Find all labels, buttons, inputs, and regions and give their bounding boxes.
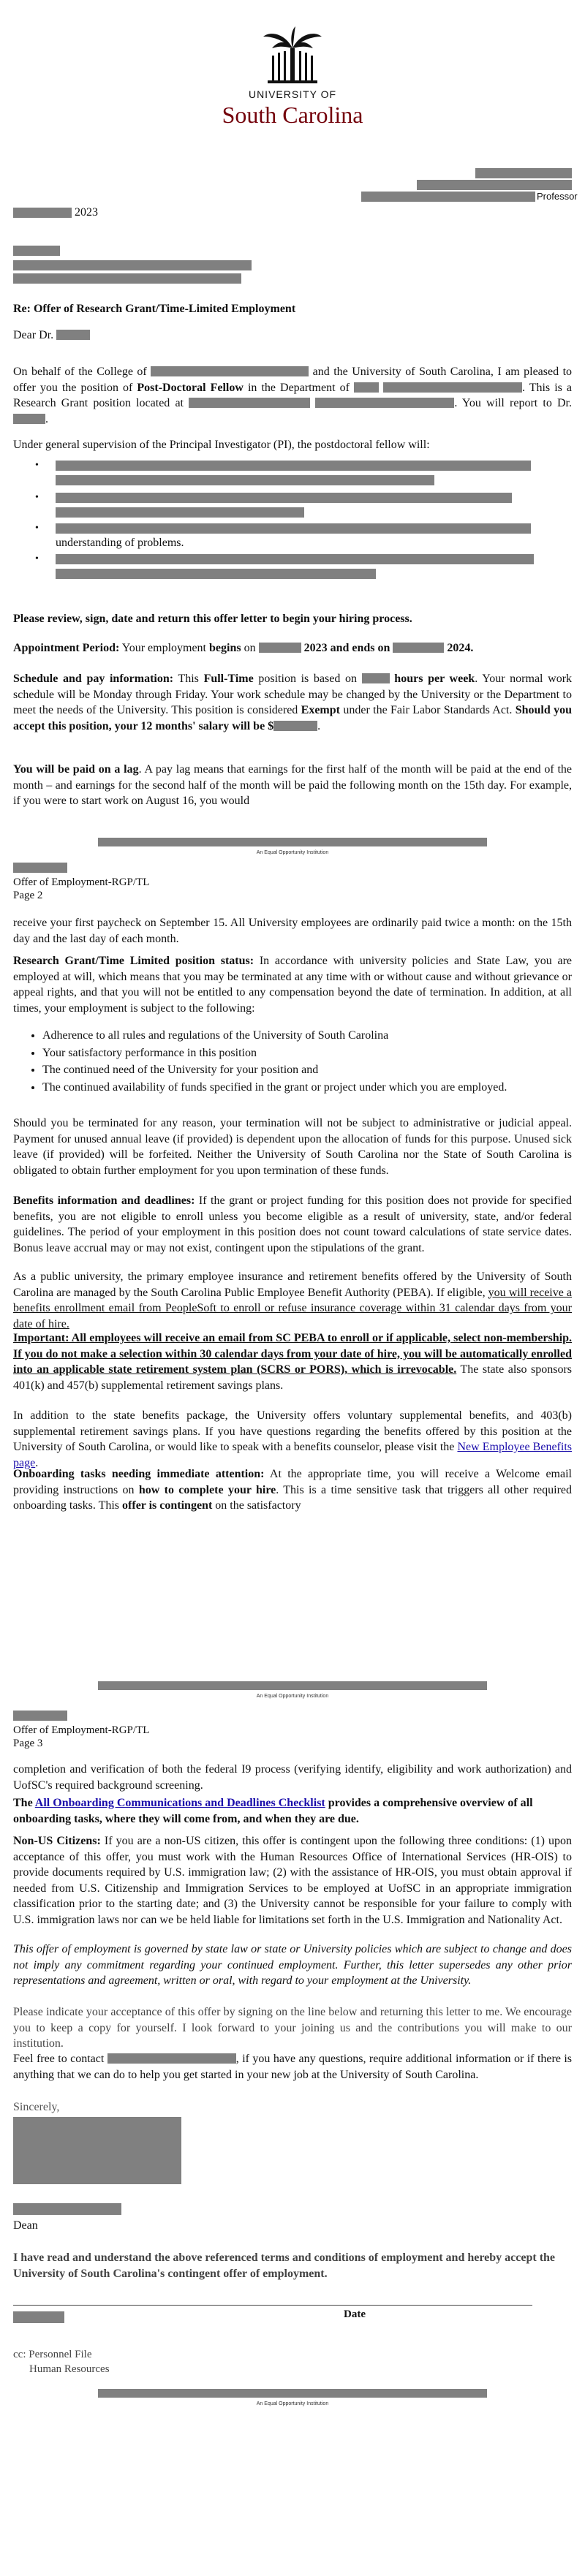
- contact-text-b: , if you have any questions, require additional information or if there is anything that we can do to help you get started in your new job at the University of South Carolina.: [13, 2053, 573, 2081]
- bullet-1: •: [35, 460, 39, 471]
- page-3: [0, 1711, 585, 2576]
- redacted-department-2: [383, 382, 522, 393]
- page2-header-line2: Page 2: [13, 890, 43, 901]
- schedule-paragraph: Schedule and pay information: This Full-Time position is based on hours per week. Your normal work schedule will be Monday through Friday. Your work schedule may be changed by the University or the Department to meet the needs of the University. This position is considered Exempt under the Fair Labor Standards Act. Should you accept this position, your 12 months' salary will be $ .: [13, 673, 573, 732]
- condition-item: • Adherence to all rules and regulations of the University of South Carolina: [42, 1028, 572, 1044]
- redacted-supervisor: [13, 414, 45, 424]
- page2-header-line1: Offer of Employment-RGP/TL: [13, 876, 150, 888]
- voluntary-benefits-end: .: [35, 1456, 39, 1469]
- peba-text: As a public university, the primary employee insurance and retirement benefits offered by the University of South Carolina are managed by the South Carolina Public Employee Benefit Authority (PEBA). If eligible,: [13, 1270, 572, 1299]
- footer-bar: [98, 1681, 487, 1690]
- onboarding-text-b: how to complete your hire: [138, 1483, 276, 1496]
- review-instruction: Please review, sign, date and return this offer letter to begin your hiring process.: [13, 613, 412, 625]
- onboarding-checklist-link[interactable]: All Onboarding Communications and Deadlines Checklist: [34, 1797, 325, 1809]
- page3-header-line1: Offer of Employment-RGP/TL: [13, 1724, 150, 1736]
- intro-text-b: and the University of South Carolina, I: [312, 365, 502, 378]
- bullet-3: •: [35, 523, 39, 534]
- schedule-exempt: Exempt: [301, 704, 340, 717]
- intro-text-a: On behalf of the College of: [13, 365, 147, 378]
- redacted-date: [13, 208, 72, 218]
- non-us-citizens-label: Non-US Citizens:: [13, 1835, 101, 1847]
- schedule-salary-label: Should you accept this position, your 12 months' salary will be $: [13, 704, 573, 732]
- letter-year: 2023: [75, 206, 98, 219]
- appointment-period: [13, 640, 572, 656]
- page3-header-line2: Page 3: [13, 1738, 43, 1749]
- condition-item: • The continued availability of funds specified in the grant or project under which you are employed.: [42, 1080, 572, 1096]
- salutation-text: Dear Dr.: [13, 329, 54, 341]
- acknowledgement: I have read and understand the above referenced terms and conditions of employment and hereby accept the University of South Carolina's contingent offer of employment.: [13, 2251, 556, 2280]
- redacted-signer-name: [13, 2203, 121, 2215]
- redacted-duty-2a: [56, 493, 512, 503]
- intro-text-c: am pleased to offer you the position of: [13, 365, 573, 394]
- peba-paragraph: [13, 1269, 572, 1332]
- bullet-4: •: [35, 553, 39, 564]
- voluntary-benefits-text: In addition to the state benefits package, the University offers voluntary supplemental benefits, and 403(b) supplemental retirement savings plans. If you have questions regarding the benefits offered by this position at the University of South Carolina, or would like to speak with a benefits counselor, please visit the: [13, 1409, 572, 1454]
- re-line: Re: Offer of Research Grant/Time-Limited Employment: [13, 303, 296, 315]
- redacted-duty-2b: [56, 507, 304, 518]
- schedule-text-c: . Your normal work schedule will be Monday through Friday. Your work schedule may be changed by the University or the Department to meet the needs of the University. This position is considered: [13, 673, 573, 717]
- appointment-begins: begins: [209, 642, 241, 654]
- redacted-recipient-line-3: [13, 273, 241, 284]
- appointment-ends: ends: [352, 642, 375, 654]
- redacted-duty-4a: [56, 554, 534, 564]
- sincerely: Sincerely,: [13, 2101, 60, 2113]
- supervision-intro: Under general supervision of the Principal Investigator (PI), the postdoctoral fellow will:: [13, 439, 430, 451]
- redacted-hours: [362, 673, 390, 683]
- important-tail: The state also sponsors 401(k) and 457(b) supplemental retirement savings plans.: [13, 1363, 573, 1392]
- redacted-duty-4b: [56, 569, 376, 579]
- redacted-duty-1b: [56, 475, 434, 485]
- intro-paragraph: On behalf of the College of and the University of South Carolina, I am pleased to offer you the position of Post-Doctoral Fellow in the Department of . This is a Research Grant position located at . You will report to Dr. .: [13, 365, 573, 425]
- signer-title: Dean: [13, 2219, 38, 2232]
- redacted-location-2: [315, 398, 454, 408]
- equal-opportunity-footer: An Equal Opportunity Institution: [256, 850, 329, 855]
- footer-bar: [98, 2389, 487, 2398]
- redacted-salary: [273, 721, 317, 731]
- policy-statement: This offer of employment is governed by state law or state or University policies which are subject to change and does not imply any commitment regarding your continued employment. Further, this letter supersedes any other prior representations and agreement, written or oral, with regard to your employment at the University.: [13, 1943, 572, 1988]
- page2-continuation: receive your first paycheck on September 15. All University employees are ordinarily paid twice a month: on the 15th day and the last day of each month.: [13, 917, 572, 945]
- redacted-recipient-surname: [56, 330, 90, 340]
- appointment-on-2: on: [377, 642, 390, 654]
- schedule-text-a: This: [178, 673, 199, 685]
- lag-paragraph: [13, 762, 572, 809]
- onboarding-text-d: offer is contingent: [122, 1499, 213, 1512]
- position-title: Post-Doctoral Fellow: [137, 381, 244, 394]
- schedule-hours: hours per week: [394, 673, 475, 685]
- checklist-text-b: provides a comprehensive overview of all onboarding tasks, where they will come from, and when they are due.: [13, 1797, 533, 1825]
- appointment-label: Appointment Period:: [13, 642, 120, 654]
- duty-3-tail: understanding of problems.: [56, 537, 184, 549]
- bullet-2: •: [35, 492, 39, 503]
- redacted-employee-signature: [13, 2311, 64, 2323]
- status-label: Research Grant/Time Limited position status:: [13, 955, 254, 967]
- sender-title-fragment: Professor: [537, 191, 578, 202]
- redacted-duty-1a: [56, 461, 531, 471]
- redacted-college: [151, 366, 309, 376]
- checklist-paragraph: [13, 1795, 572, 1827]
- onboarding-label: Onboarding tasks needing immediate attention:: [13, 1468, 265, 1480]
- redacted-location: [189, 398, 310, 408]
- redacted-duty-3a: [56, 523, 531, 534]
- status-text: In accordance with university policies and State Law, you are employed at will, which means that you may be terminated at any time with or without cause and without grievance or appeal rights, and that you will not be entitled to any compensation beyond the date of termination. In addition, at all times, your employment is subject to the following:: [13, 955, 573, 1015]
- onboarding-text-c: . This is a time sensitive task that triggers all other required onboarding tasks. This: [13, 1483, 573, 1512]
- benefits-label: Benefits information and deadlines:: [13, 1194, 195, 1207]
- important-paragraph: [13, 1330, 572, 1393]
- redacted-signature: [13, 2117, 181, 2184]
- schedule-label: Schedule and pay information:: [13, 673, 174, 685]
- redacted-department: [354, 382, 379, 393]
- condition-item: • Your satisfactory performance in this position: [42, 1045, 572, 1061]
- logo-south-carolina: South Carolina: [222, 102, 363, 128]
- redacted-end-date: [393, 643, 444, 653]
- cc-label: cc: Personnel File: [13, 2349, 92, 2360]
- university-logo: [219, 26, 366, 136]
- important-notice: Important: All employees will receive an email from SC PEBA to enroll or if applicable, select non-membership. If you do not make a selection within 30 calendar days from your date of hire, you will be automatically enrolled into an applicable state retirement system plan (SCRS or PORS), which is irrevocable.: [13, 1332, 572, 1376]
- redacted-start-date: [259, 643, 301, 653]
- contact-text-a: Feel free to contact: [13, 2053, 105, 2065]
- signature-line: [13, 2305, 532, 2306]
- condition-item: • The continued need of the University for your position and: [42, 1062, 572, 1078]
- page-2: [0, 863, 585, 1711]
- page3-continuation: completion and verification of both the federal I9 process (verifying identify, eligibility and work authorization) and UofSC's required background screening.: [13, 1763, 572, 1792]
- benefits-paragraph: [13, 1193, 572, 1256]
- redacted-page3-header: [13, 1711, 67, 1721]
- palmetto-tree-icon: [219, 26, 366, 85]
- schedule-text-d: under the Fair Labor Standards Act.: [343, 704, 513, 717]
- schedule-text-b: position is based on: [258, 673, 357, 685]
- logo-university-of: UNIVERSITY OF: [248, 88, 337, 100]
- non-us-citizens-text: If you are a non-US citizen, this offer is contingent upon the following three conditions: (1) upon acceptance of this offer, you must work with the Human Resources Office of International Services (HR-OIS) to provide documents required by U.S. immigration law; (2) with the assistance of HR-OIS, you must obtain approval if needed from U.S. Citizenship and Immigration Services to be employed at UofSC in an appropriate immigration classification prior to the starting date; and (3) the University cannot be responsible for your failure to comply with U.S. immigration laws nor can we be held liable for limitations set forth in the U.S. Immigration and Nationality Act.: [13, 1835, 573, 1926]
- intro-text-f: . You will report to Dr.: [454, 397, 572, 410]
- appointment-end-year: 2024.: [447, 642, 474, 654]
- appointment-text-a: Your employment: [121, 642, 206, 654]
- duties-list: [0, 455, 585, 601]
- page-1: [0, 0, 585, 863]
- contact-paragraph: [13, 2051, 572, 2083]
- acceptance-instructions: Please indicate your acceptance of this offer by signing on the line below and returning this letter to me. We encourage you to keep a copy for yourself. I look forward to your joining us and the contributions you will make to our institution.: [13, 2006, 572, 2050]
- redacted-page2-header: [13, 863, 67, 873]
- new-employee-benefits-link[interactable]: New Employee Benefits page: [13, 1441, 573, 1469]
- equal-opportunity-footer: An Equal Opportunity Institution: [256, 1694, 329, 1699]
- redacted-sender-line-3: [361, 192, 535, 202]
- onboarding-paragraph: [13, 1466, 572, 1514]
- redacted-sender-line-2: [417, 180, 572, 190]
- salutation: [13, 327, 572, 344]
- peba-underlined: you will receive a benefits enrollment email from PeopleSoft to enroll or refuse insurance coverage within 31 calendar days from your date of hire.: [13, 1286, 573, 1330]
- appointment-on: on: [244, 642, 256, 654]
- schedule-fulltime: Full-Time: [203, 673, 254, 685]
- redacted-contact: [107, 2053, 236, 2064]
- footer-bar: [98, 838, 487, 846]
- redacted-recipient-line-2: [13, 260, 252, 270]
- employment-conditions-list: [0, 1028, 572, 1096]
- onboarding-text-e: on the satisfactory: [215, 1499, 301, 1512]
- termination-paragraph: Should you be terminated for any reason, your termination will not be subject to administrative or judicial appeal. Payment for unused annual leave (if provided) is dependent upon the allocation of funds for this purpose. Unused sick leave (if provided) will be forfeited. Neither the University of South Carolina nor the State of South Carolina is obligated to obtain further employment for you upon termination of these funds.: [13, 1117, 572, 1177]
- redacted-sender-line-1: [475, 168, 572, 178]
- voluntary-benefits-paragraph: [13, 1408, 572, 1471]
- date-label: Date: [344, 2308, 366, 2320]
- redacted-recipient-name: [13, 246, 60, 256]
- intro-text-d: in the Department of: [247, 381, 350, 394]
- benefits-text: If the grant or project funding for this position does not provide for specified benefits, you are not eligible to enroll unless you become eligible as a result of university, state, and/or federal guidelines. The period of your employment in this position does not count toward calculations of state service dates. Bonus leave accrual may or may not exist, contingent upon the stipulations of the grant.: [13, 1194, 573, 1254]
- non-us-citizens-paragraph: [13, 1833, 572, 1928]
- lag-label: You will be paid on a lag: [13, 763, 139, 776]
- appointment-start-year: 2023 and: [303, 642, 350, 654]
- equal-opportunity-footer: An Equal Opportunity Institution: [256, 2401, 329, 2406]
- lag-text: . A pay lag means that earnings for the first half of the month will be paid at the end of the month – and earnings for the second half of the month will be paid the following month on the 15th day. For example, if you were to start work on August 16, you would: [13, 763, 573, 808]
- status-paragraph: [13, 953, 572, 1016]
- cc-item: Human Resources: [29, 2363, 110, 2375]
- checklist-text-a: The: [13, 1797, 33, 1809]
- intro-text-e: . This is a Research Grant position located at: [13, 381, 572, 410]
- onboarding-text-a: At the appropriate time, you will receive a Welcome email providing instructions on: [13, 1468, 572, 1496]
